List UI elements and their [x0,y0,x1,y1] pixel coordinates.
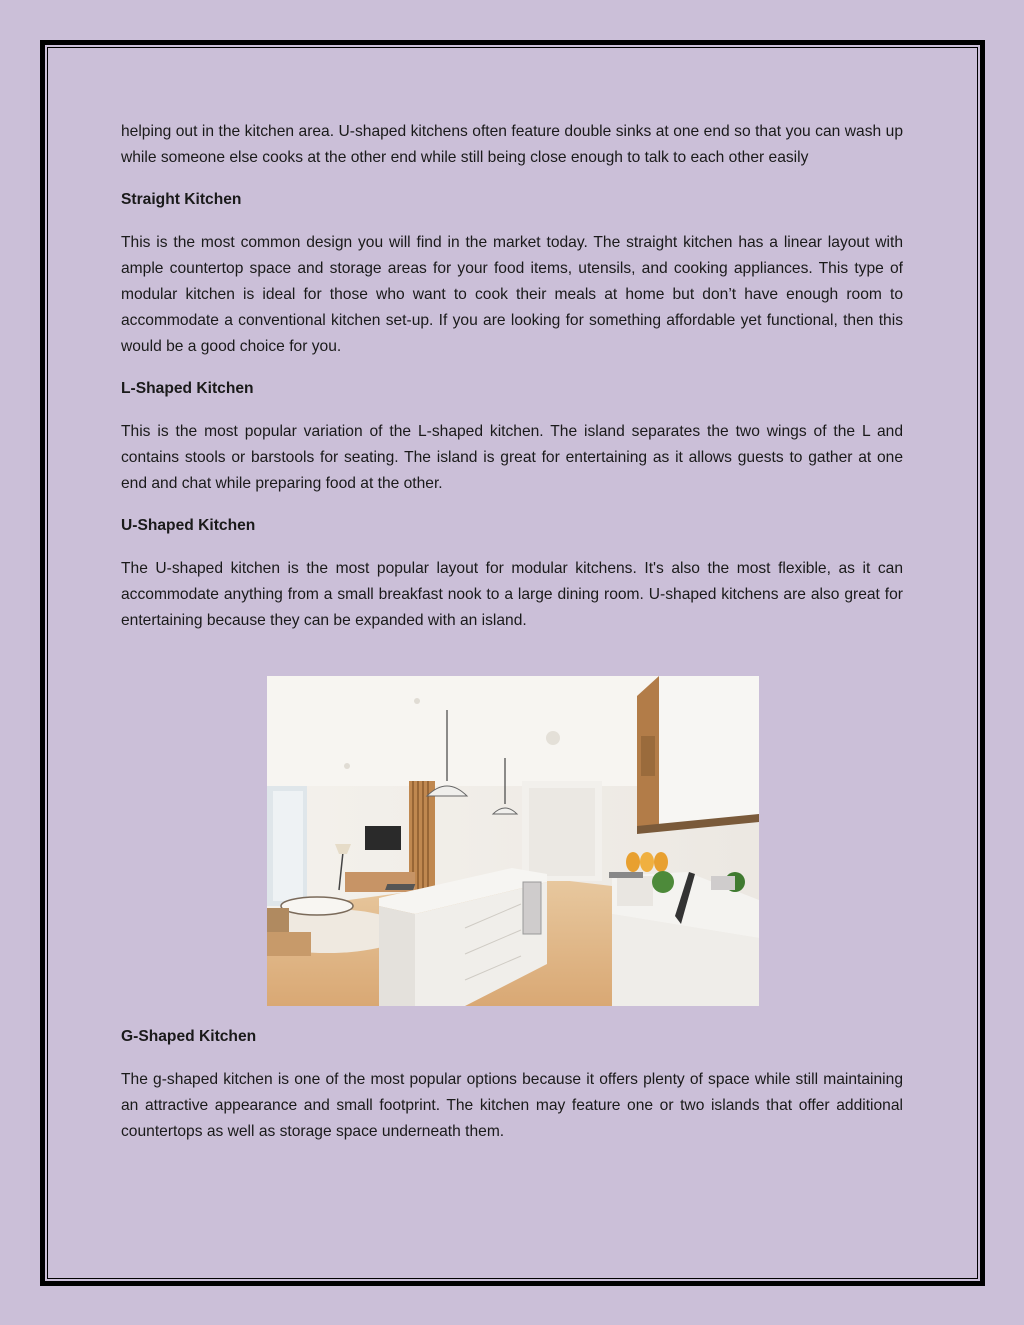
section-heading-u-shaped: U-Shaped Kitchen [121,517,256,534]
section-heading-l-shaped: L-Shaped Kitchen [121,380,254,397]
section-body-g-shaped: The g-shaped kitchen is one of the most popular options because it offers plenty of space while still maintaining an attractive appearance and small footprint. The kitchen may feature one or two islands that offer additional countertops as well as storage space underneath them. [121,1071,903,1140]
intro-paragraph: helping out in the kitchen area. U-shaped kitchens often feature double sinks at one end so that you can wash up while someone else cooks at the other end while still being close enough to talk to each other easily [121,123,903,166]
kitchen-photo [267,676,759,1006]
section-heading-g-shaped: G-Shaped Kitchen [121,1028,257,1045]
section-heading-straight: Straight Kitchen [121,191,242,208]
section-body-straight: This is the most common design you will find in the market today. The straight kitchen has a linear layout with ample countertop space and storage areas for your food items, utensils, and cooking appliances. This type of modular kitchen is ideal for those who want to cook their meals at home but don’t have enough room to accommodate a conventional kitchen set-up. If you are looking for something affordable yet functional, then this would be a good choice for you. [121,234,903,355]
section-body-l-shaped: This is the most popular variation of the L-shaped kitchen. The island separates the two wings of the L and contains stools or barstools for seating. The island is great for entertaining as it allows guests to gather at one end and chat while preparing food at the other. [121,423,903,492]
document-body [121,119,903,634]
section-body-u-shaped: The U-shaped kitchen is the most popular layout for modular kitchens. It's also the most flexible, as it can accommodate anything from a small breakfast nook to a large dining room. U-shaped kitchens are also great for entertaining because they can be expanded with an island. [121,560,903,629]
g-shaped-section [121,1024,903,1145]
